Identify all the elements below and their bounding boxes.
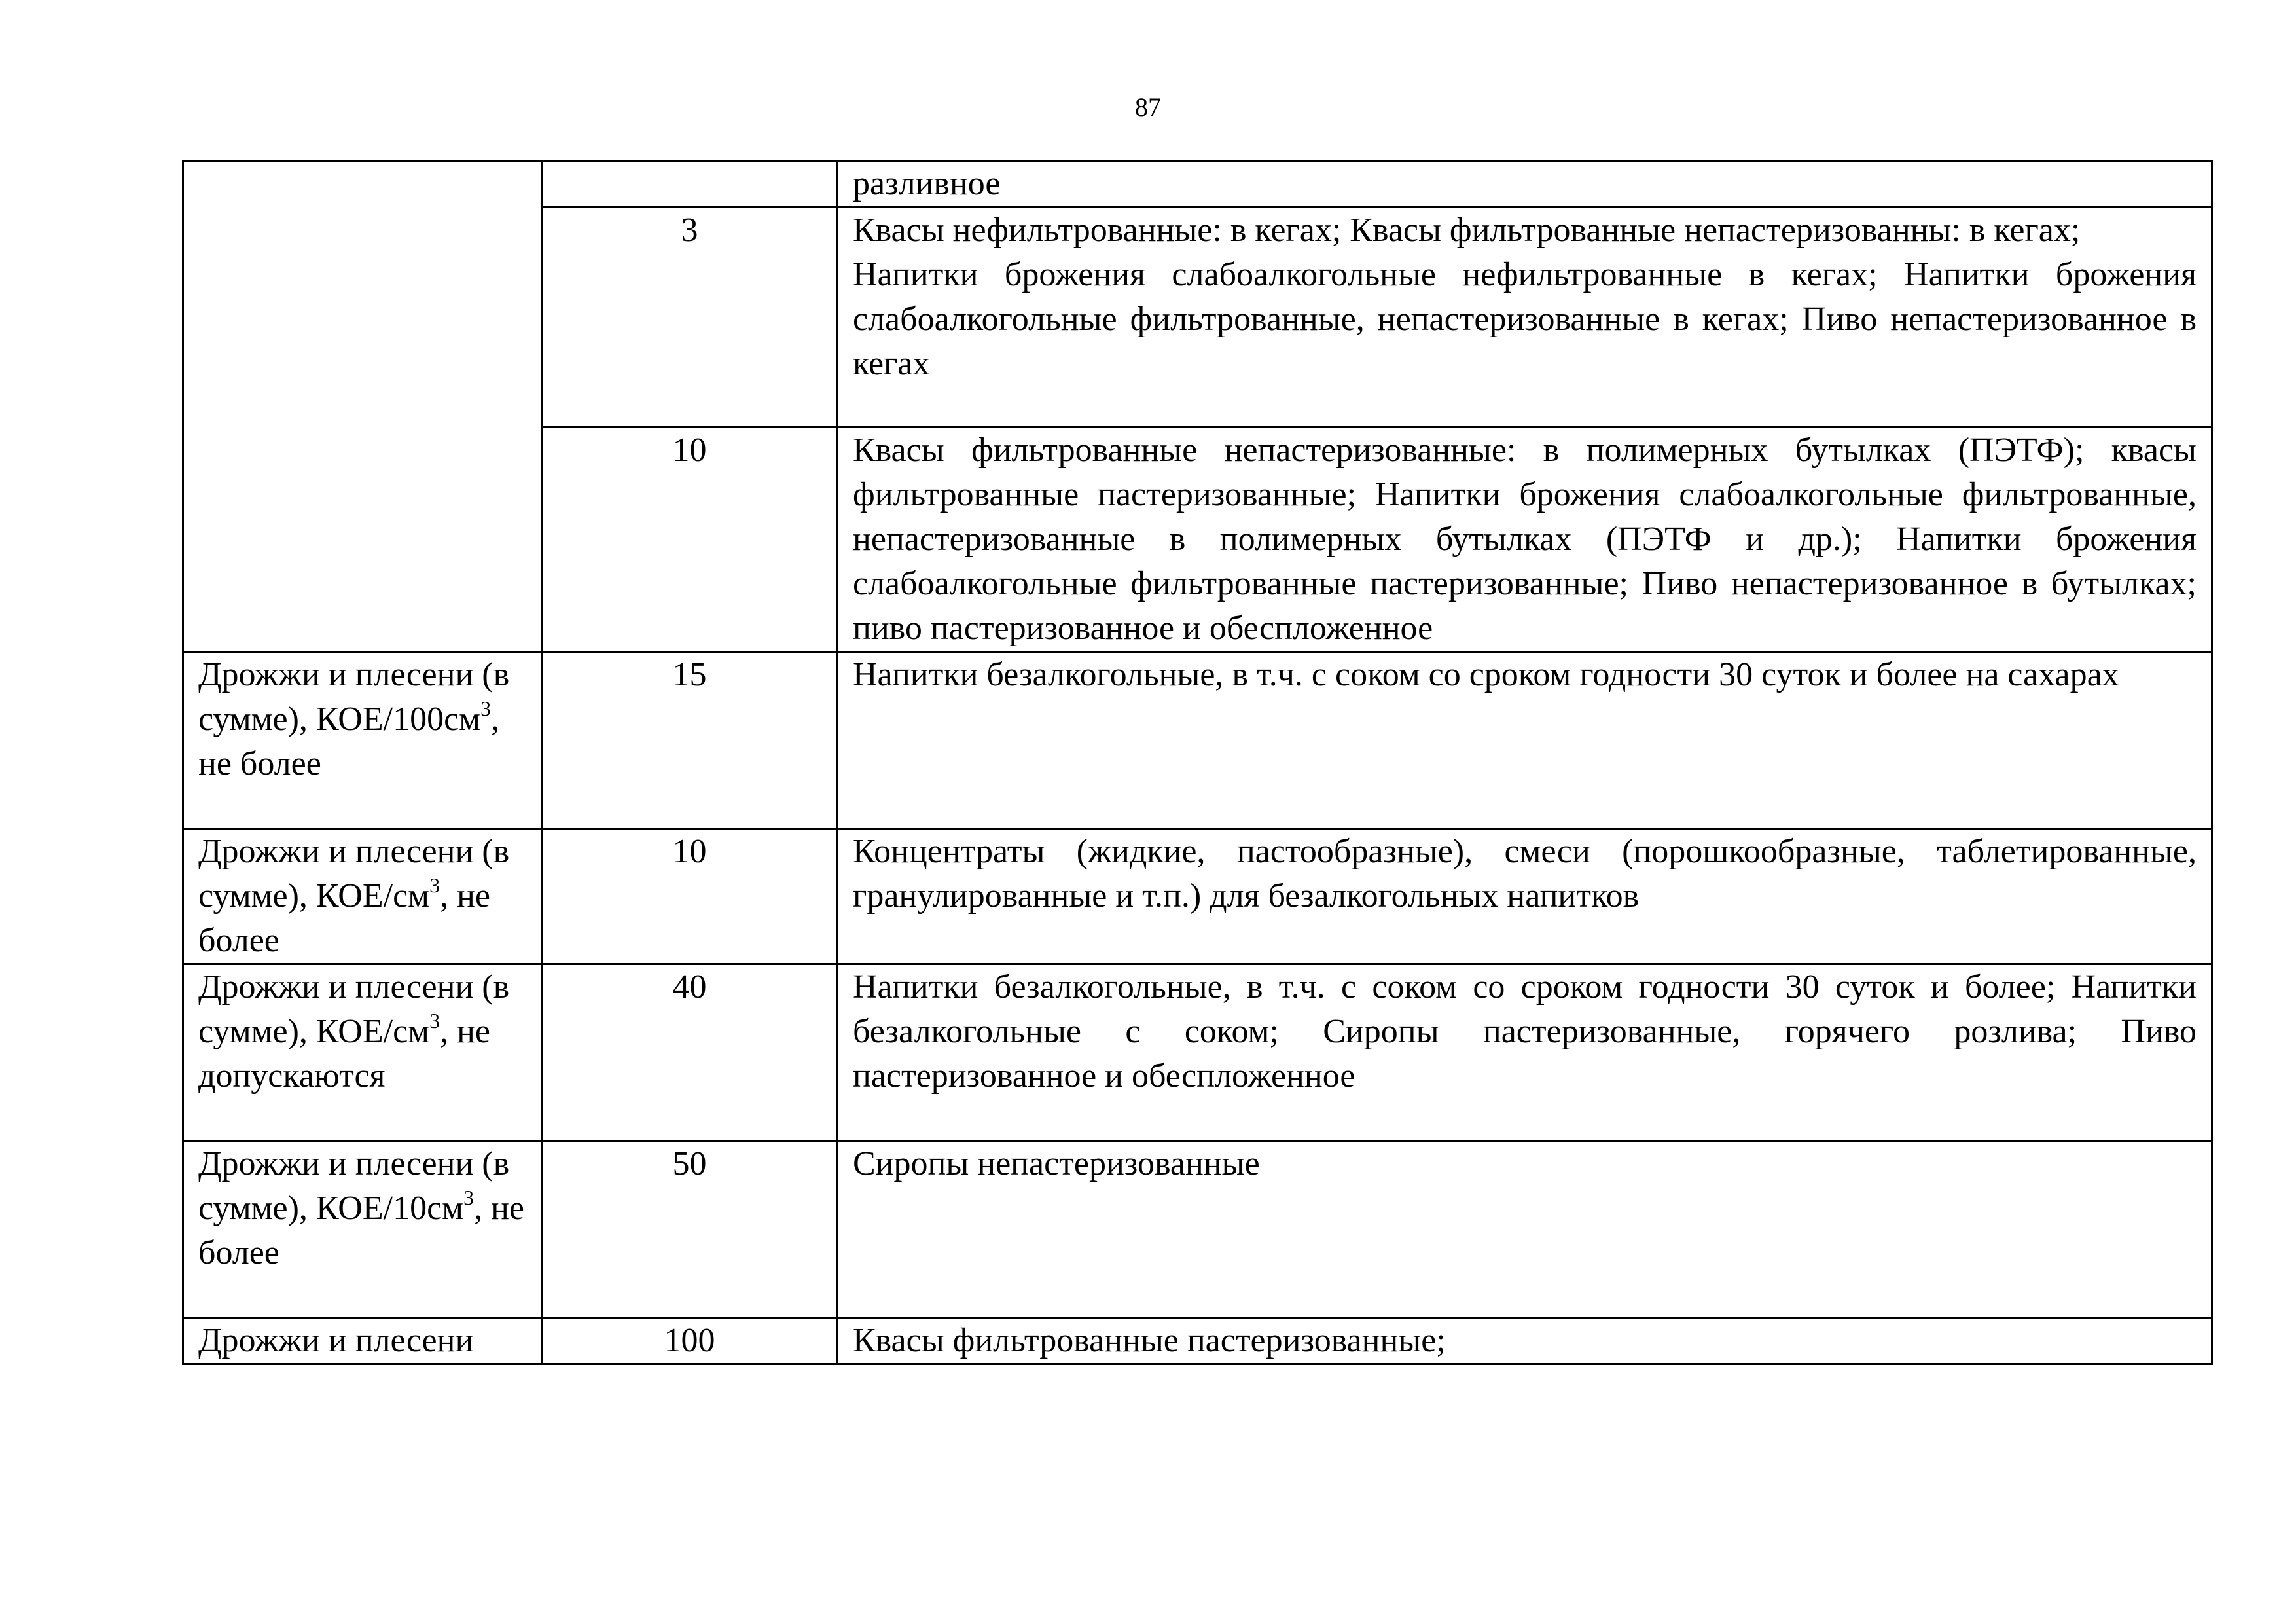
indicator-cell-empty — [183, 161, 542, 652]
indicator-cell — [183, 964, 542, 1141]
table-row — [183, 1141, 2212, 1318]
product-cell — [838, 208, 2212, 428]
superscript: 3 — [480, 696, 492, 720]
indicator-cell — [183, 652, 542, 829]
value-cell: 10 — [542, 829, 838, 964]
indicator-unit: КОЕ/100см — [315, 701, 481, 738]
value-cell: 3 — [542, 208, 838, 428]
value-cell: 100 — [542, 1318, 838, 1364]
indicator-text: Дрожжи и плесени — [198, 1322, 474, 1359]
page-number: 87 — [1135, 92, 1161, 122]
product-text: Квасы фильтрованные непастеризованные: в полимерных бутылках (ПЭТФ); квасы фильтрованные пастеризованные; Напитки брожения слабоалкогольные фильтрованные, непастеризованные в полимерных бутылках (ПЭТФ и др.); Напитки брожения слабоалкогольные фильтрованные пастеризованные; Пиво непастеризованное в бутылках; пиво пастеризованное и обеспложенное — [853, 431, 2197, 647]
product-text: Напитки брожения слабоалкогольные нефильтрованные в кегах; Напитки брожения слабоалкогольные фильтрованные, непастеризованные в кегах; Пиво непастеризованное в кегах — [853, 256, 2197, 382]
indicator-unit: КОЕ/см — [315, 1013, 430, 1050]
indicator-cell — [183, 1141, 542, 1318]
product-cell — [838, 652, 2212, 829]
indicator-limit: , не более — [198, 877, 490, 959]
value-cell: 10 — [542, 428, 838, 652]
superscript: 3 — [429, 873, 440, 897]
value-cell: 50 — [542, 1141, 838, 1318]
microbiology-norms-table — [182, 160, 2213, 1365]
product-cell — [838, 161, 2212, 208]
product-cell — [838, 428, 2212, 652]
product-text: Квасы фильтрованные пастеризованные; — [853, 1322, 1446, 1359]
indicator-text: Дрожжи и плесени (в сумме), — [198, 833, 510, 915]
table-row — [183, 1318, 2212, 1364]
superscript: 3 — [463, 1185, 475, 1209]
indicator-unit: КОЕ/см — [315, 877, 430, 915]
product-cell — [838, 1141, 2212, 1318]
superscript: 3 — [429, 1008, 440, 1032]
product-cell — [838, 964, 2212, 1141]
product-cell — [838, 1318, 2212, 1364]
indicator-limit: , не более — [198, 1190, 524, 1271]
value-cell: 40 — [542, 964, 838, 1141]
product-text: разливное — [853, 165, 1001, 202]
product-text: Сиропы непастеризованные — [853, 1145, 1260, 1182]
indicator-cell — [183, 1318, 542, 1364]
indicator-cell — [183, 829, 542, 964]
indicator-unit: КОЕ/10см — [315, 1190, 464, 1227]
indicator-text: Дрожжи и плесени (в сумме), — [198, 656, 510, 738]
product-text: Квасы нефильтрованные: в кегах; Квасы фильтрованные непастеризованны: в кегах; — [853, 211, 2081, 249]
value-cell: 15 — [542, 652, 838, 829]
indicator-text: Дрожжи и плесени (в сумме), — [198, 968, 510, 1050]
table-row — [183, 652, 2212, 829]
indicator-limit: , не более — [198, 701, 500, 782]
value-cell — [542, 161, 838, 208]
product-text: Напитки безалкогольные, в т.ч. с соком со сроком годности 30 суток и более на сахарах — [853, 656, 2119, 693]
table-row — [183, 161, 2212, 208]
product-text: Напитки безалкогольные, в т.ч. с соком со сроком годности 30 суток и более; Напитки безалкогольные с соком; Сиропы пастеризованные, горячего розлива; Пиво пастеризованное и обеспложенное — [853, 968, 2197, 1095]
indicator-text: Дрожжи и плесени (в сумме), — [198, 1145, 510, 1227]
table-row — [183, 829, 2212, 964]
product-text: Концентраты (жидкие, пастообразные), смеси (порошкообразные, таблетированные, гранулированные и т.п.) для безалкогольных напитков — [853, 833, 2197, 915]
table-row — [183, 964, 2212, 1141]
indicator-limit: , не допускаются — [198, 1013, 490, 1095]
product-cell — [838, 829, 2212, 964]
